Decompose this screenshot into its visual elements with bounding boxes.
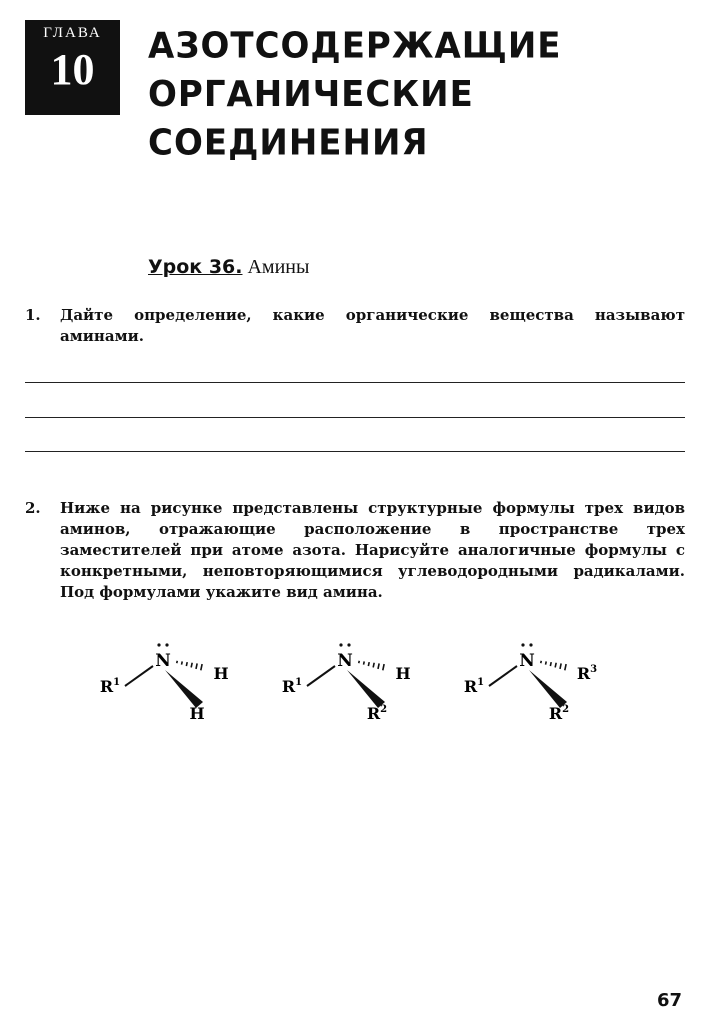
- substituent-left: $R^1$: [99, 677, 121, 696]
- lesson-label: Урок 36.: [148, 256, 243, 278]
- substituent-right: H: [213, 664, 229, 683]
- task-text: Дайте определение, какие органические вещества называют аминами.: [60, 306, 685, 345]
- task-text: Ниже на рисунке представлены структурные формулы трех видов аминов, отражающие расположение в пространстве трех заместителей при атоме азота. Нарисуйте аналогичные формулы с конкретными, неповторяющимися углеводородными радикалами. Под формулами укажите вид амина.: [60, 499, 685, 601]
- chapter-badge: [25, 20, 120, 115]
- amine-formula-2: [282, 643, 411, 723]
- substituent-right: $R^3$: [576, 664, 598, 683]
- task-1: [25, 305, 685, 347]
- substituent-bottom: H: [189, 704, 205, 723]
- task-number: 1.: [25, 306, 41, 324]
- chapter-number: 10: [50, 45, 95, 94]
- answer-line[interactable]: [25, 382, 685, 383]
- nitrogen-atom: N: [337, 651, 353, 671]
- amine-formula-3: [464, 643, 597, 723]
- answer-line[interactable]: [25, 417, 685, 418]
- chapter-title-line: ОРГАНИЧЕСКИЕ: [148, 73, 474, 116]
- amine-formula-1: [100, 643, 229, 723]
- substituent-right: H: [395, 664, 411, 683]
- answer-line[interactable]: [25, 451, 685, 452]
- substituent-bottom: $R^2$: [548, 704, 570, 723]
- substituent-left: $R^1$: [281, 677, 303, 696]
- chapter-title-line: СОЕДИНЕНИЯ: [148, 121, 429, 164]
- amine-formulas-figure: [95, 638, 635, 728]
- chapter-title: [148, 22, 562, 167]
- chapter-label: ГЛАВА: [43, 25, 102, 41]
- nitrogen-atom: N: [519, 651, 535, 671]
- substituent-left: $R^1$: [463, 677, 485, 696]
- task-number: 2.: [25, 499, 41, 517]
- nitrogen-atom: N: [155, 651, 171, 671]
- page-number: 67: [656, 990, 682, 1011]
- lesson-title: Амины: [247, 256, 310, 278]
- substituent-bottom: $R^2$: [366, 704, 388, 723]
- chapter-title-line: АЗОТСОДЕРЖАЩИЕ: [148, 25, 562, 68]
- lesson-heading: [148, 256, 309, 279]
- task-2: [25, 498, 685, 603]
